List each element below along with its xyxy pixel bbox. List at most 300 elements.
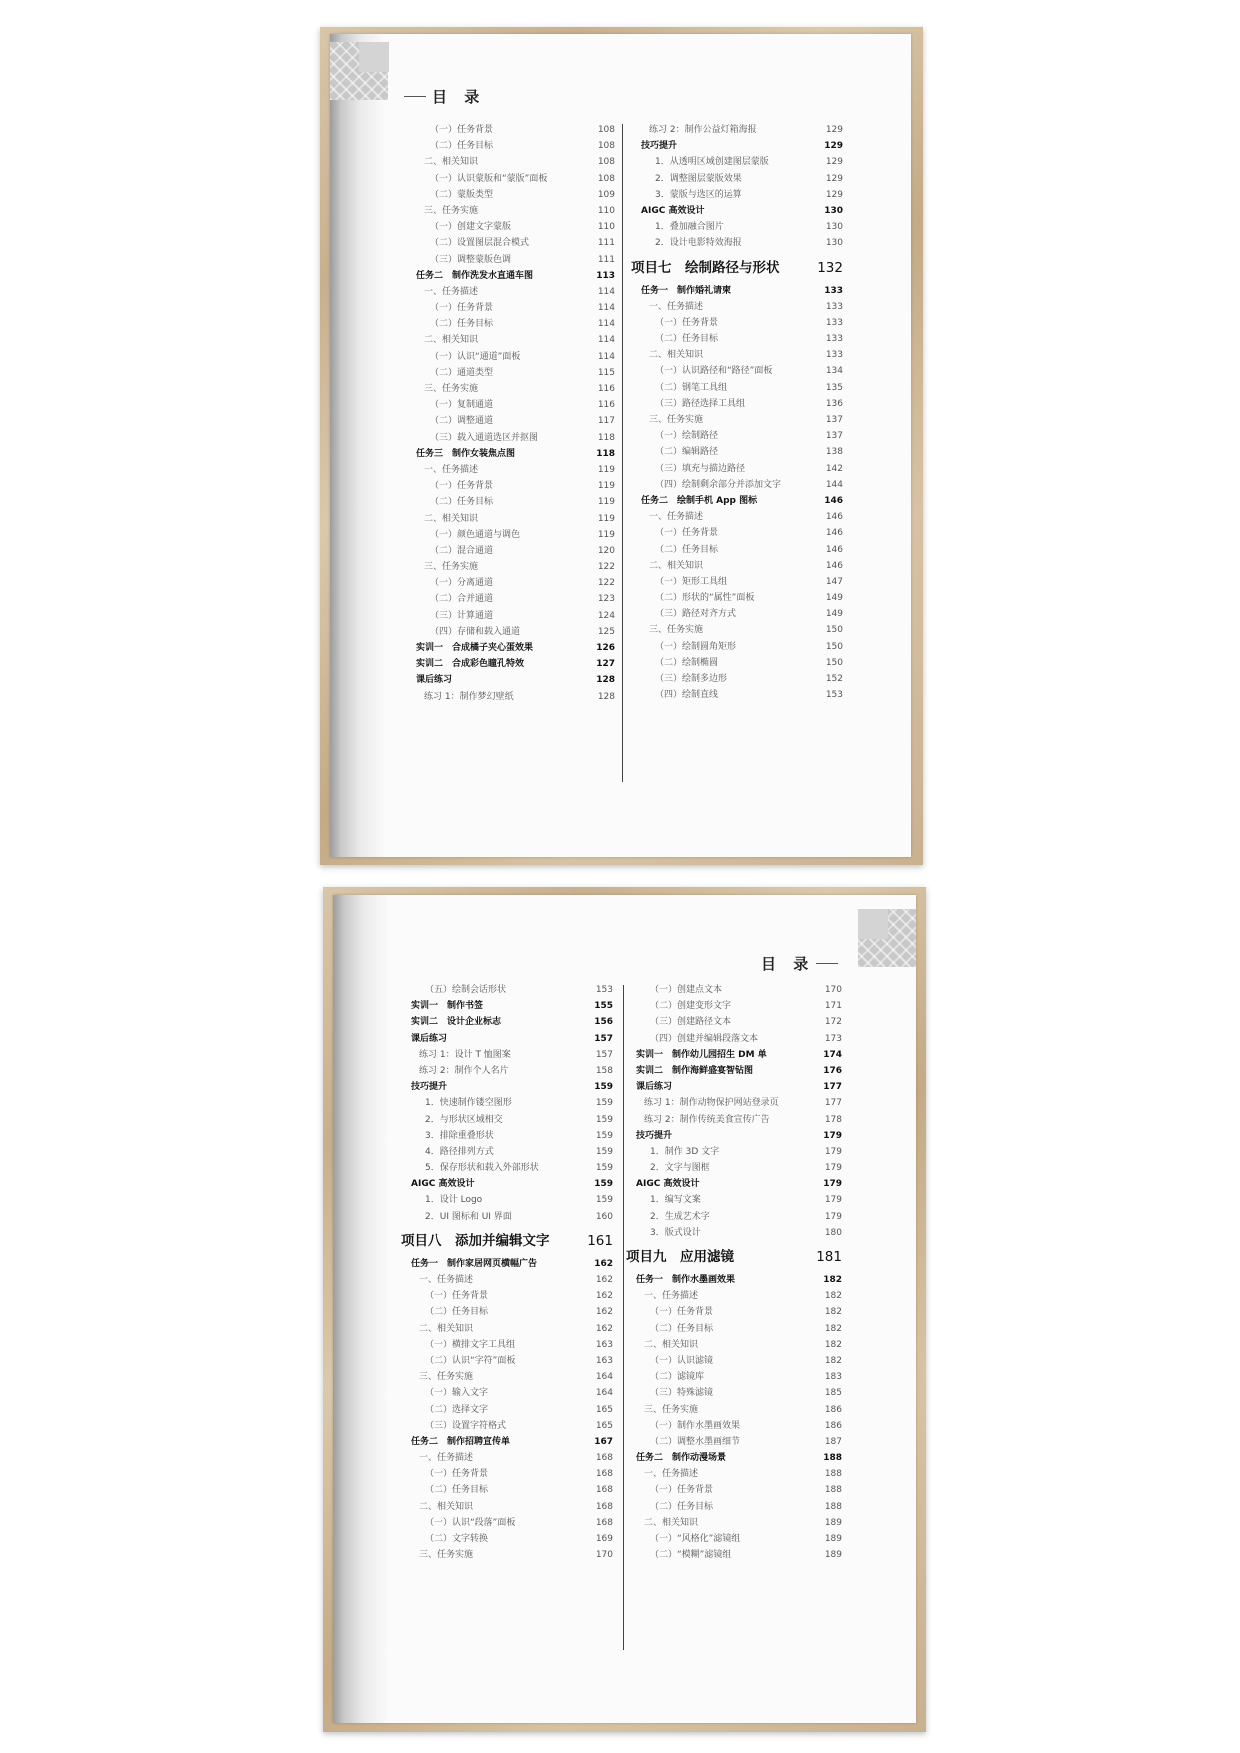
toc-entry xyxy=(410,252,615,268)
toc-entry-label: 二、相关知识 xyxy=(644,1339,699,1350)
toc-entry-page-number: 173 xyxy=(824,1033,842,1044)
toc-entry-label: 实训二 制作海鲜盛宴智钻图 xyxy=(636,1065,754,1076)
toc-entry-label: 项目八 添加并编辑文字 xyxy=(401,1232,550,1249)
toc-entry xyxy=(410,154,615,170)
toc-entry-page-number: 179 xyxy=(824,1163,842,1174)
toc-entry xyxy=(410,219,615,235)
toc-entry-label: 练习 2：制作个人名片 xyxy=(419,1065,509,1076)
toc-entry-page-number: 152 xyxy=(825,674,843,684)
toc-chapter-entry xyxy=(626,1243,842,1271)
toc-entry-page-number: 168 xyxy=(595,1485,613,1496)
toc-entry-label: （二）设置图层混合模式 xyxy=(430,238,530,249)
toc-entry xyxy=(630,1304,842,1320)
toc-entry-label: 二、相关知识 xyxy=(649,560,704,571)
toc-entry-page-number: 163 xyxy=(595,1355,613,1366)
toc-entry xyxy=(410,559,615,575)
toc-entry-label: （三）路径对齐方式 xyxy=(655,609,737,620)
toc-entry xyxy=(405,982,613,998)
toc-entry xyxy=(630,1112,842,1128)
toc-entry xyxy=(630,998,842,1014)
toc-entry-label: （二）文字转换 xyxy=(425,1534,489,1544)
toc-entry xyxy=(630,1466,842,1482)
toc-entry-label: （三）路径选择工具组 xyxy=(655,398,746,409)
toc-entry-page-number: 182 xyxy=(824,1291,842,1302)
toc-entry-label: 课后练习 xyxy=(636,1082,673,1093)
toc-entry-label: 二、相关知识 xyxy=(424,157,479,168)
toc-right-column xyxy=(631,122,843,703)
toc-entry-page-number: 161 xyxy=(587,1232,613,1249)
toc-entry-page-number: 118 xyxy=(596,448,615,459)
toc-entry-label: 三、任务实施 xyxy=(424,205,479,216)
toc-entry xyxy=(635,396,843,412)
toc-entry-page-number: 114 xyxy=(597,319,615,330)
toc-entry-page-number: 179 xyxy=(823,1130,842,1141)
toc-entry xyxy=(630,1434,842,1450)
toc-entry-page-number: 160 xyxy=(595,1211,613,1222)
toc-entry-label: 技巧提升 xyxy=(411,1082,448,1093)
toc-entry-page-number: 119 xyxy=(597,513,615,524)
toc-entry-label: 一、任务描述 xyxy=(419,1453,474,1464)
toc-entry-label: 一、任务描述 xyxy=(649,512,704,523)
toc-left-column xyxy=(410,122,615,705)
toc-entry-page-number: 113 xyxy=(596,270,615,281)
toc-entry-page-number: 122 xyxy=(597,562,615,573)
toc-entry-page-number: 123 xyxy=(597,594,615,605)
toc-entry-page-number: 137 xyxy=(825,415,843,425)
toc-entry xyxy=(635,331,843,347)
toc-entry-label: （二）绘制椭圆 xyxy=(655,657,719,668)
toc-entry-label: （二）任务目标 xyxy=(430,141,494,152)
toc-entry-label: 二、相关知识 xyxy=(649,350,704,361)
toc-entry xyxy=(410,640,615,656)
toc-entry xyxy=(405,1321,613,1337)
toc-entry-label: 1．编写文案 xyxy=(650,1195,701,1206)
toc-entry-page-number: 115 xyxy=(597,367,615,378)
toc-entry-page-number: 159 xyxy=(594,1082,613,1093)
title-rule xyxy=(816,963,838,964)
toc-entry-label: 技巧提升 xyxy=(641,141,678,152)
toc-entry-page-number: 169 xyxy=(595,1534,613,1544)
toc-entry-page-number: 136 xyxy=(825,398,843,409)
toc-entry xyxy=(410,349,615,365)
toc-entry xyxy=(630,1353,842,1369)
toc-entry-page-number: 133 xyxy=(825,317,843,328)
toc-entry xyxy=(410,397,615,413)
toc-entry-page-number: 174 xyxy=(823,1049,842,1060)
toc-entry xyxy=(410,689,615,705)
toc-entry-page-number: 187 xyxy=(824,1436,842,1447)
toc-entry xyxy=(405,1144,613,1160)
toc-entry-page-number: 137 xyxy=(825,431,843,442)
toc-entry-label: 课后练习 xyxy=(416,675,453,686)
toc-entry-page-number: 162 xyxy=(594,1258,613,1269)
toc-entry-page-number: 168 xyxy=(595,1453,613,1464)
toc-entry-label: （二）合并通道 xyxy=(430,594,494,605)
toc-entry xyxy=(410,316,615,332)
toc-entry xyxy=(405,1402,613,1418)
toc-entry-label: 一、任务描述 xyxy=(649,301,704,312)
toc-entry xyxy=(410,365,615,381)
toc-entry-label: （四）创建并编辑段落文本 xyxy=(650,1033,759,1044)
toc-entry-page-number: 124 xyxy=(597,610,615,621)
toc-entry-page-number: 146 xyxy=(825,528,843,539)
toc-entry-label: 三、任务实施 xyxy=(419,1372,474,1383)
toc-entry-label: 练习 2：制作传统美食宣传广告 xyxy=(644,1114,770,1125)
toc-entry-page-number: 188 xyxy=(823,1453,842,1464)
toc-entry xyxy=(630,1144,842,1160)
toc-entry-label: 三、任务实施 xyxy=(649,415,704,425)
toc-entry xyxy=(630,1063,842,1079)
toc-entry-label: 一、任务描述 xyxy=(424,464,479,475)
toc-entry-label: 二、相关知识 xyxy=(419,1323,474,1334)
toc-entry xyxy=(405,1112,613,1128)
toc-entry-page-number: 109 xyxy=(597,189,615,200)
toc-entry-label: 1．快速制作镂空图形 xyxy=(425,1098,512,1109)
toc-entry xyxy=(630,1272,842,1288)
toc-entry-page-number: 182 xyxy=(824,1323,842,1334)
toc-entry-page-number: 162 xyxy=(595,1323,613,1334)
toc-entry-page-number: 128 xyxy=(596,675,615,686)
toc-entry-label: （二）通道类型 xyxy=(430,367,494,378)
toc-entry-page-number: 119 xyxy=(597,497,615,508)
toc-entry-page-number: 119 xyxy=(597,529,615,540)
toc-entry xyxy=(635,639,843,655)
toc-title-text: 目 录 xyxy=(432,88,486,106)
toc-entry-label: （二）任务目标 xyxy=(650,1323,714,1334)
toc-entry xyxy=(630,1531,842,1547)
toc-entry-label: 2．UI 图标和 UI 界面 xyxy=(425,1211,512,1222)
toc-entry-page-number: 144 xyxy=(825,479,843,490)
toc-entry xyxy=(405,1466,613,1482)
toc-entry-label: 2．文字与图框 xyxy=(650,1163,710,1174)
toc-title xyxy=(761,953,838,974)
toc-entry-label: （二）混合通道 xyxy=(430,545,494,556)
toc-entry xyxy=(635,187,843,203)
toc-entry-label: （三）计算通道 xyxy=(430,610,494,621)
toc-entry xyxy=(410,300,615,316)
toc-entry-label: （一）任务背景 xyxy=(430,481,494,492)
toc-entry xyxy=(630,1337,842,1353)
toc-entry-page-number: 108 xyxy=(597,141,615,152)
toc-entry-page-number: 162 xyxy=(595,1275,613,1285)
page-spine-shadow xyxy=(330,34,386,857)
toc-entry-label: 练习 1：制作梦幻壁纸 xyxy=(424,691,514,702)
toc-entry-label: 任务二 制作动漫场景 xyxy=(636,1453,727,1464)
toc-entry-page-number: 180 xyxy=(824,1227,842,1238)
toc-entry xyxy=(635,622,843,638)
toc-entry-page-number: 116 xyxy=(597,400,615,411)
toc-entry xyxy=(630,1321,842,1337)
toc-entry-page-number: 108 xyxy=(597,173,615,184)
toc-entry-label: （一）认识路径和“路径”面板 xyxy=(655,366,773,377)
toc-entry-label: （二）任务目标 xyxy=(425,1307,489,1318)
toc-entry xyxy=(635,363,843,379)
toc-entry xyxy=(635,574,843,590)
toc-entry-page-number: 129 xyxy=(825,157,843,168)
toc-entry-label: 任务二 制作洗发水直通车图 xyxy=(416,270,534,281)
toc-entry xyxy=(405,1369,613,1385)
toc-entry-label: 项目九 应用滤镜 xyxy=(626,1249,734,1265)
toc-entry-label: （四）绘制剩余部分并添加文字 xyxy=(655,479,782,490)
toc-entry-page-number: 179 xyxy=(824,1146,842,1157)
toc-entry-label: （三）调整蒙版色调 xyxy=(430,254,512,265)
toc-entry-label: （二）任务目标 xyxy=(430,319,494,330)
toc-entry xyxy=(410,284,615,300)
toc-entry xyxy=(405,1337,613,1353)
toc-entry-page-number: 149 xyxy=(825,609,843,620)
toc-entry-label: 3．排除重叠形状 xyxy=(425,1130,494,1141)
toc-entry-page-number: 146 xyxy=(825,560,843,571)
toc-entry-page-number: 168 xyxy=(595,1501,613,1512)
toc-entry xyxy=(405,1031,613,1047)
toc-entry-page-number: 135 xyxy=(825,382,843,393)
toc-entry-label: （一）绘制路径 xyxy=(655,431,719,442)
toc-entry-label: （二）选择文字 xyxy=(425,1404,489,1415)
toc-entry xyxy=(630,1192,842,1208)
toc-entry-page-number: 168 xyxy=(595,1469,613,1480)
toc-entry xyxy=(630,1128,842,1144)
toc-entry xyxy=(635,542,843,558)
toc-entry xyxy=(405,1515,613,1531)
toc-entry xyxy=(635,655,843,671)
toc-entry-page-number: 177 xyxy=(823,1082,842,1093)
toc-entry xyxy=(635,558,843,574)
toc-entry xyxy=(405,1192,613,1208)
toc-entry xyxy=(405,1547,613,1563)
toc-entry xyxy=(630,1547,842,1563)
toc-entry xyxy=(410,543,615,559)
toc-entry-page-number: 168 xyxy=(595,1517,613,1528)
toc-entry-label: 实训二 合成彩色瞳孔特效 xyxy=(416,659,525,670)
toc-entry-label: 实训一 合成橘子夹心蛋效果 xyxy=(416,643,534,653)
toc-entry xyxy=(635,219,843,235)
toc-entry-page-number: 111 xyxy=(597,254,615,265)
toc-entry xyxy=(630,1160,842,1176)
toc-entry-label: （二）任务目标 xyxy=(430,497,494,508)
toc-entry xyxy=(410,591,615,607)
toc-entry xyxy=(410,656,615,672)
toc-entry xyxy=(410,494,615,510)
toc-entry xyxy=(635,671,843,687)
toc-entry xyxy=(635,122,843,138)
toc-entry-page-number: 188 xyxy=(824,1485,842,1496)
toc-entry-label: 三、任务实施 xyxy=(419,1550,474,1561)
toc-entry xyxy=(410,381,615,397)
toc-entry xyxy=(410,203,615,219)
toc-entry-label: （三）载入通道选区并抠图 xyxy=(430,432,539,443)
toc-entry xyxy=(635,154,843,170)
toc-entry-label: （一）任务背景 xyxy=(650,1485,714,1496)
toc-entry xyxy=(405,1047,613,1063)
toc-entry-label: 3．版式设计 xyxy=(650,1227,701,1238)
toc-entry-page-number: 172 xyxy=(824,1017,842,1028)
toc-entry-page-number: 157 xyxy=(595,1049,613,1060)
toc-entry-label: （二）钢笔工具组 xyxy=(655,382,728,393)
toc-entry xyxy=(405,1353,613,1369)
toc-entry-page-number: 129 xyxy=(825,125,843,135)
toc-entry-label: （一）任务背景 xyxy=(430,125,494,135)
toc-entry-label: 任务二 制作招聘宣传单 xyxy=(411,1436,511,1447)
toc-entry-label: （二）调整通道 xyxy=(430,416,494,427)
toc-entry xyxy=(405,1418,613,1434)
toc-entry-page-number: 111 xyxy=(597,238,615,249)
toc-entry-page-number: 189 xyxy=(824,1550,842,1561)
toc-entry-page-number: 150 xyxy=(825,657,843,668)
toc-entry xyxy=(410,235,615,251)
toc-entry-page-number: 120 xyxy=(597,545,615,556)
toc-entry-label: （一）输入文字 xyxy=(425,1388,489,1399)
toc-entry-label: 1．叠加融合图片 xyxy=(655,222,724,233)
toc-entry-page-number: 130 xyxy=(825,222,843,233)
toc-entry xyxy=(630,1095,842,1111)
toc-entry-label: （二）形状的“属性”面板 xyxy=(655,593,755,604)
page-spine-shadow xyxy=(333,895,389,1723)
toc-entry-page-number: 114 xyxy=(597,335,615,346)
toc-entry-page-number: 108 xyxy=(597,157,615,168)
toc-entry-label: 实训二 设计企业标志 xyxy=(411,1017,502,1028)
toc-entry-label: 一、任务描述 xyxy=(424,286,479,297)
toc-entry xyxy=(405,1272,613,1288)
toc-entry-page-number: 171 xyxy=(824,1001,842,1012)
toc-entry-label: 练习 1：制作动物保护网站登录页 xyxy=(644,1098,779,1109)
toc-entry-label: 课后练习 xyxy=(411,1033,448,1044)
toc-entry-label: 三、任务实施 xyxy=(424,562,479,573)
toc-entry-label: 5．保存形状和载入外部形状 xyxy=(425,1163,539,1174)
toc-entry xyxy=(635,203,843,219)
toc-entry xyxy=(635,590,843,606)
toc-entry-page-number: 159 xyxy=(595,1130,613,1141)
toc-entry-label: （三）绘制多边形 xyxy=(655,674,728,684)
toc-entry-label: 4．路径排列方式 xyxy=(425,1146,494,1157)
toc-entry xyxy=(635,235,843,251)
toc-entry-label: （三）创建路径文本 xyxy=(650,1017,732,1028)
toc-entry-page-number: 153 xyxy=(825,690,843,701)
toc-entry-page-number: 167 xyxy=(594,1436,613,1447)
toc-entry-page-number: 159 xyxy=(594,1179,613,1190)
toc-entry-label: 3．蒙版与选区的运算 xyxy=(655,189,742,200)
toc-entry-label: （一）任务背景 xyxy=(425,1469,489,1480)
toc-entry xyxy=(630,1047,842,1063)
toc-entry-page-number: 164 xyxy=(595,1388,613,1399)
toc-entry-page-number: 138 xyxy=(825,447,843,458)
toc-entry-label: 1．设计 Logo xyxy=(425,1195,483,1206)
toc-entry xyxy=(630,1418,842,1434)
toc-entry-label: 任务三 制作女装焦点图 xyxy=(416,448,516,459)
toc-entry-label: （一）认识“段落”面板 xyxy=(425,1517,516,1528)
toc-entry-page-number: 182 xyxy=(824,1339,842,1350)
book-page-1 xyxy=(330,34,911,857)
toc-entry xyxy=(410,122,615,138)
toc-entry-page-number: 119 xyxy=(597,481,615,492)
toc-entry-label: （二）任务目标 xyxy=(650,1501,714,1512)
toc-entry xyxy=(410,171,615,187)
toc-entry-page-number: 153 xyxy=(595,985,613,995)
toc-entry-page-number: 150 xyxy=(825,641,843,652)
toc-entry-label: 实训一 制作书签 xyxy=(411,1001,484,1012)
toc-entry xyxy=(405,1304,613,1320)
toc-entry-label: 2．生成艺术字 xyxy=(650,1211,710,1222)
toc-entry-label: 1．制作 3D 文字 xyxy=(650,1146,720,1157)
toc-entry-label: （二）任务目标 xyxy=(655,544,719,555)
toc-entry-page-number: 122 xyxy=(597,578,615,589)
toc-entry-label: 任务一 制作家居网页横幅广告 xyxy=(411,1258,538,1269)
toc-title-text: 目 录 xyxy=(761,955,815,973)
toc-entry xyxy=(410,575,615,591)
toc-entry-label: （一）创建点文本 xyxy=(650,985,723,995)
toc-entry xyxy=(635,412,843,428)
toc-entry-label: （一）任务背景 xyxy=(430,303,494,314)
toc-entry-label: 一、任务描述 xyxy=(644,1291,699,1302)
toc-entry-label: 练习 1：设计 T 恤图案 xyxy=(419,1049,511,1060)
toc-entry xyxy=(405,1531,613,1547)
toc-entry-label: （三）填充与描边路径 xyxy=(655,463,746,474)
toc-entry-page-number: 142 xyxy=(825,463,843,474)
toc-entry-label: 三、任务实施 xyxy=(644,1404,699,1415)
toc-entry xyxy=(410,624,615,640)
toc-entry-label: （二）任务目标 xyxy=(425,1485,489,1496)
toc-entry xyxy=(630,1014,842,1030)
toc-entry-page-number: 159 xyxy=(595,1195,613,1206)
toc-entry-label: （四）存储和载入通道 xyxy=(430,626,521,637)
toc-entry-label: （一）“风格化”滤镜组 xyxy=(650,1534,741,1544)
toc-entry-label: AIGC 高效设计 xyxy=(636,1179,700,1190)
toc-entry-page-number: 179 xyxy=(824,1211,842,1222)
toc-entry-page-number: 186 xyxy=(824,1404,842,1415)
toc-entry xyxy=(405,1176,613,1192)
toc-entry xyxy=(630,1482,842,1498)
toc-entry-label: AIGC 高效设计 xyxy=(411,1179,475,1190)
toc-entry-page-number: 129 xyxy=(825,189,843,200)
toc-entry-label: 1．从透明区域创建图层蒙版 xyxy=(655,157,769,168)
toc-entry xyxy=(405,1095,613,1111)
toc-title xyxy=(404,86,485,107)
toc-entry xyxy=(630,982,842,998)
toc-entry-label: （一）矩形工具组 xyxy=(655,576,728,587)
toc-entry-page-number: 189 xyxy=(824,1517,842,1528)
toc-entry-label: 二、相关知识 xyxy=(419,1501,474,1512)
toc-entry-page-number: 150 xyxy=(825,625,843,636)
toc-entry xyxy=(410,332,615,348)
toc-entry-label: 2．设计电影特效海报 xyxy=(655,238,742,249)
toc-entry-page-number: 182 xyxy=(824,1307,842,1318)
toc-entry-page-number: 134 xyxy=(825,366,843,377)
toc-entry-page-number: 132 xyxy=(817,259,843,276)
toc-entry-label: 项目七 绘制路径与形状 xyxy=(631,259,780,276)
toc-entry xyxy=(405,1014,613,1030)
toc-entry-label: AIGC 高效设计 xyxy=(641,205,705,216)
toc-entry xyxy=(630,1385,842,1401)
toc-entry-label: （四）绘制直线 xyxy=(655,690,719,701)
toc-entry-page-number: 146 xyxy=(824,495,843,506)
toc-entry-label: （五）绘制会话形状 xyxy=(425,985,507,995)
toc-entry xyxy=(405,1450,613,1466)
toc-entry-page-number: 119 xyxy=(597,464,615,475)
toc-right-column xyxy=(626,982,842,1563)
toc-entry-page-number: 133 xyxy=(825,350,843,361)
toc-entry-page-number: 170 xyxy=(824,985,842,995)
toc-entry-page-number: 133 xyxy=(824,285,843,296)
toc-entry xyxy=(635,283,843,299)
toc-entry-label: （一）创建文字蒙版 xyxy=(430,222,512,233)
toc-entry xyxy=(405,1256,613,1272)
toc-entry-page-number: 156 xyxy=(594,1017,613,1028)
toc-entry-page-number: 114 xyxy=(597,286,615,297)
toc-entry-page-number: 116 xyxy=(597,384,615,394)
toc-entry-label: 实训一 制作幼儿园招生 DM 单 xyxy=(636,1049,767,1060)
toc-entry xyxy=(630,1031,842,1047)
toc-entry-page-number: 164 xyxy=(595,1372,613,1383)
toc-entry xyxy=(410,478,615,494)
